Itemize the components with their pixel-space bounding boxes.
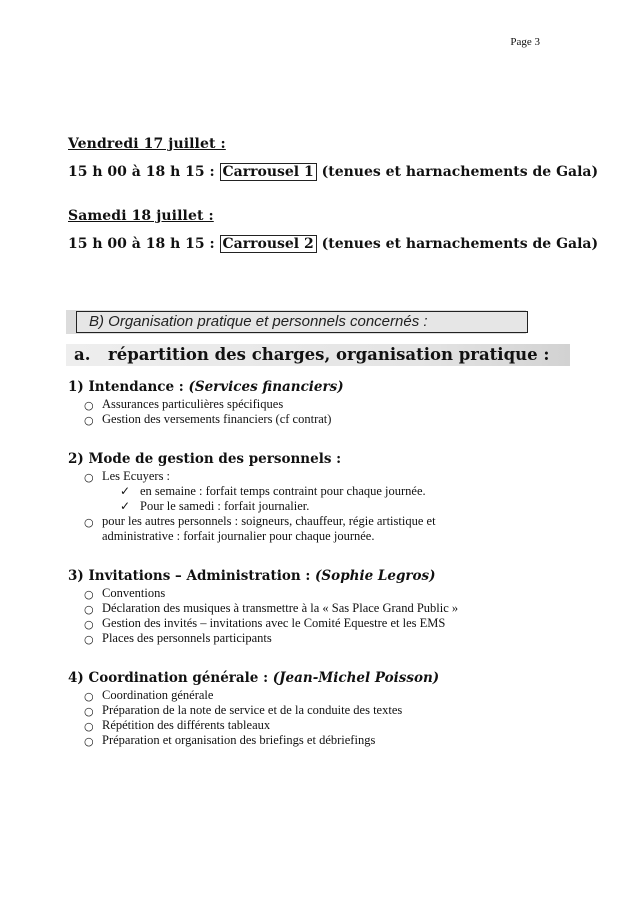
event-details: (tenues et harnachements de Gala) xyxy=(321,164,599,180)
subsection-letter: a. xyxy=(74,345,91,364)
block-title xyxy=(68,568,458,584)
list-item xyxy=(68,733,439,748)
bullet-list xyxy=(68,469,436,544)
block-responsible: (Jean-Michel Poisson) xyxy=(272,670,440,686)
block-title xyxy=(68,670,439,686)
block-title xyxy=(68,379,344,395)
block-title-text: 3) Invitations – Administration : xyxy=(68,568,311,584)
hollow-circle-bullet-icon: ○ xyxy=(84,720,94,733)
list-item xyxy=(68,397,344,412)
schedule-day-friday: Vendredi 17 juillet : xyxy=(68,136,226,152)
list-item-text: Places des personnels participants xyxy=(102,631,272,645)
hollow-circle-bullet-icon: ○ xyxy=(84,705,94,718)
list-item-text: Conventions xyxy=(102,586,166,600)
schedule-time: 15 h 00 à 18 h 15 : xyxy=(68,164,215,180)
list-item xyxy=(68,718,439,733)
hollow-circle-bullet-icon: ○ xyxy=(84,471,94,484)
block-title-text: 1) Intendance : xyxy=(68,379,184,395)
hollow-circle-bullet-icon: ○ xyxy=(84,690,94,703)
list-item-text: Déclaration des musiques à transmettre à la « Sas Place Grand Public » xyxy=(102,601,459,615)
section-b-banner xyxy=(66,310,526,334)
hollow-circle-bullet-icon: ○ xyxy=(84,414,94,427)
list-item xyxy=(68,601,458,616)
hollow-circle-bullet-icon: ○ xyxy=(84,735,94,748)
list-item-text: Gestion des versements financiers (cf contrat) xyxy=(102,412,332,426)
schedule-line-friday xyxy=(68,164,598,180)
check-item xyxy=(102,484,436,499)
schedule-day-saturday: Samedi 18 juillet : xyxy=(68,208,214,224)
bullet-list xyxy=(68,586,458,646)
block-title xyxy=(68,451,436,467)
block-responsible: (Services financiers) xyxy=(188,379,344,395)
list-item-text-continued: administrative : forfait journalier pour chaque journée. xyxy=(102,529,375,543)
block-title-text: 2) Mode de gestion des personnels : xyxy=(68,451,342,467)
check-list xyxy=(102,484,436,514)
subsection-a-heading xyxy=(66,344,570,366)
event-name-box: Carrousel 1 xyxy=(220,163,317,181)
list-item xyxy=(68,688,439,703)
list-item xyxy=(68,586,458,601)
block-responsible: (Sophie Legros) xyxy=(315,568,436,584)
list-item xyxy=(68,703,439,718)
block-intendance xyxy=(68,379,344,427)
hollow-circle-bullet-icon: ○ xyxy=(84,516,94,529)
bullet-list xyxy=(68,397,344,427)
block-invitations xyxy=(68,568,458,646)
check-item-text: Pour le samedi : forfait journalier. xyxy=(140,499,310,513)
block-title-text: 4) Coordination générale : xyxy=(68,670,269,686)
hollow-circle-bullet-icon: ○ xyxy=(84,633,94,646)
list-item-text: pour les autres personnels : soigneurs, chauffeur, régie artistique et xyxy=(102,514,436,528)
hollow-circle-bullet-icon: ○ xyxy=(84,399,94,412)
list-item xyxy=(68,631,458,646)
list-item-text: Répétition des différents tableaux xyxy=(102,718,271,732)
list-item-text: Préparation et organisation des briefings et débriefings xyxy=(102,733,376,747)
section-b-title: B) Organisation pratique et personnels concernés : xyxy=(76,311,528,333)
schedule-time: 15 h 00 à 18 h 15 : xyxy=(68,236,215,252)
schedule-line-saturday xyxy=(68,236,598,252)
check-item-text: en semaine : forfait temps contraint pour chaque journée. xyxy=(140,484,426,498)
hollow-circle-bullet-icon: ○ xyxy=(84,588,94,601)
list-item-text: Coordination générale xyxy=(102,688,214,702)
list-item-text: Assurances particulières spécifiques xyxy=(102,397,284,411)
list-item-text: Gestion des invités – invitations avec le Comité Equestre et les EMS xyxy=(102,616,446,630)
checkmark-icon: ✓ xyxy=(120,484,131,498)
list-item xyxy=(68,469,436,514)
page-number: Page 3 xyxy=(510,36,540,48)
list-item-text: Les Ecuyers : xyxy=(102,469,171,483)
event-details: (tenues et harnachements de Gala) xyxy=(321,236,599,252)
hollow-circle-bullet-icon: ○ xyxy=(84,618,94,631)
list-item xyxy=(68,514,436,544)
list-item xyxy=(68,412,344,427)
hollow-circle-bullet-icon: ○ xyxy=(84,603,94,616)
block-gestion-personnels xyxy=(68,451,436,544)
bullet-list xyxy=(68,688,439,748)
block-coordination xyxy=(68,670,439,748)
event-name-box: Carrousel 2 xyxy=(220,235,317,253)
list-item-text: Préparation de la note de service et de la conduite des textes xyxy=(102,703,403,717)
checkmark-icon: ✓ xyxy=(120,499,131,513)
check-item xyxy=(102,499,436,514)
subsection-title: répartition des charges, organisation pratique : xyxy=(108,345,550,364)
list-item xyxy=(68,616,458,631)
